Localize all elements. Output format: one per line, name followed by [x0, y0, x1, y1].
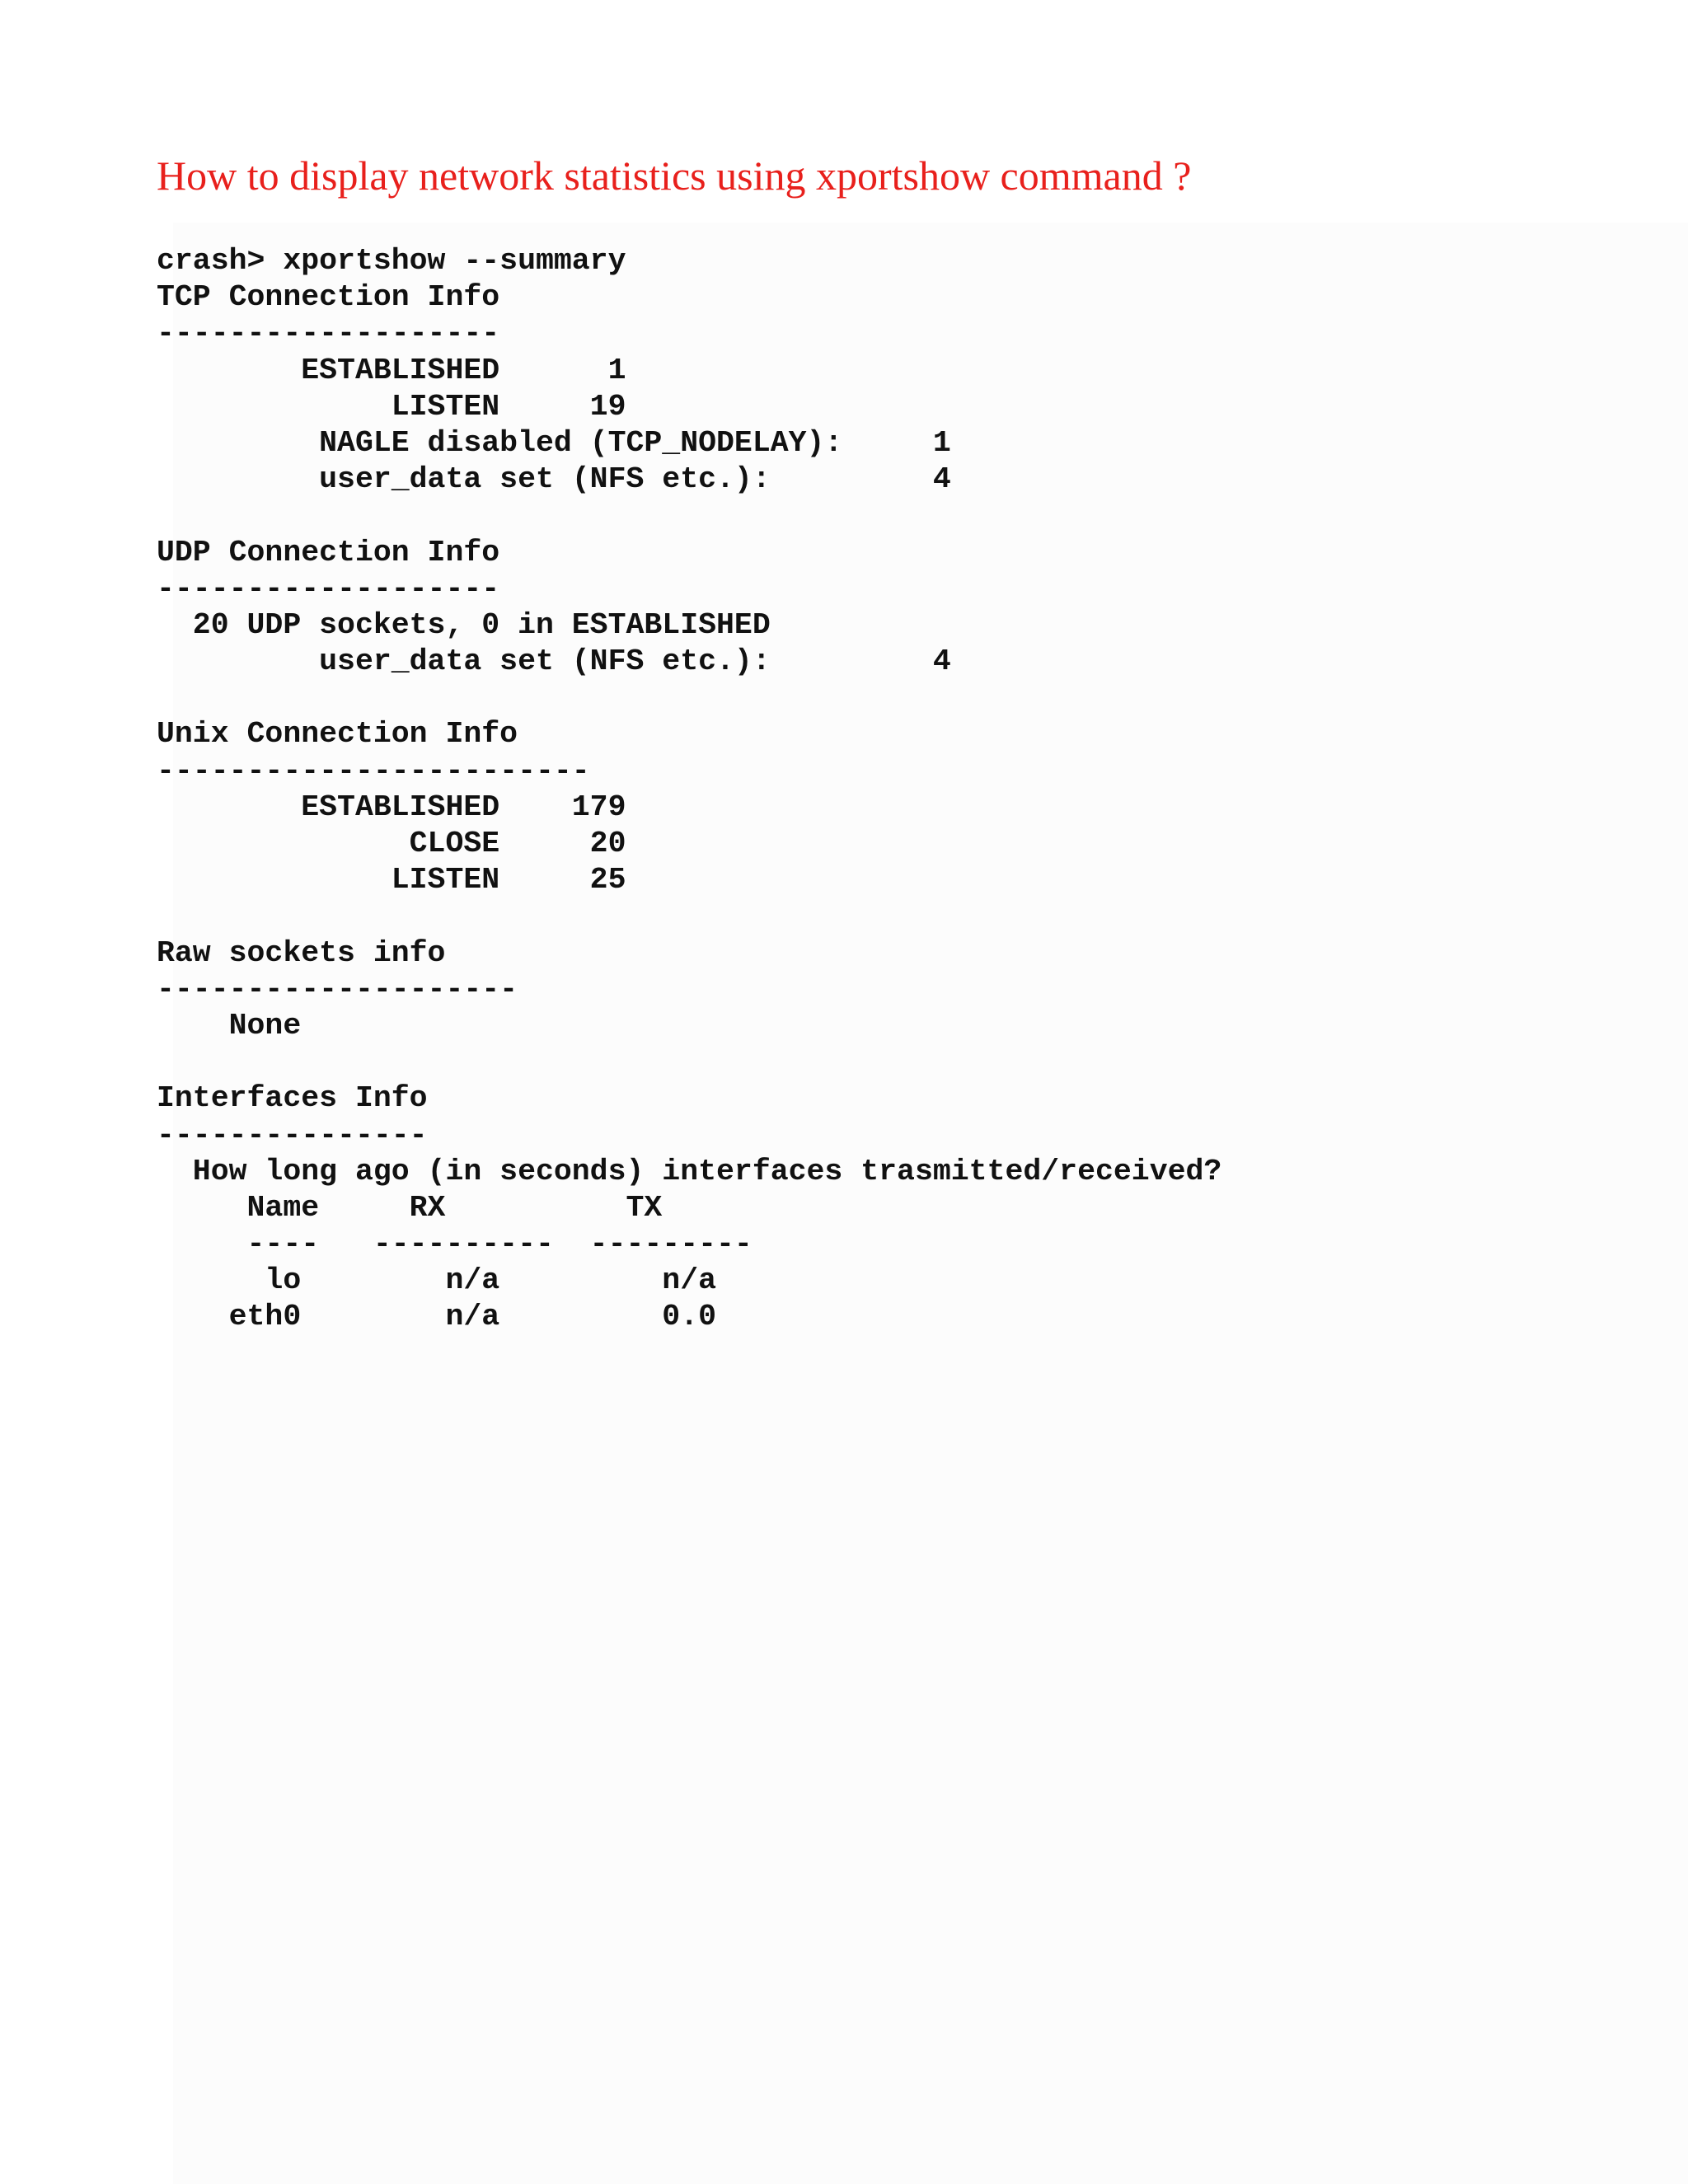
blank-line [157, 498, 1221, 534]
raw-section-rule: -------------------- [157, 972, 518, 1006]
interfaces-table-rule: ---- ---------- --------- [157, 1227, 753, 1262]
udp-section-rule: ------------------- [157, 571, 500, 606]
interfaces-table-header: Name RX TX [157, 1190, 663, 1225]
blank-line [157, 1044, 1221, 1080]
unix-listen-row: LISTEN 25 [157, 863, 626, 898]
udp-user-data-row: user_data set (NFS etc.): 4 [157, 644, 951, 679]
unix-close-row: CLOSE 20 [157, 827, 626, 860]
tcp-nagle-row: NAGLE disabled (TCP_NODELAY): 1 [157, 425, 951, 460]
tcp-section-rule: ------------------- [157, 316, 500, 351]
unix-section-heading: Unix Connection Info [157, 717, 518, 752]
unix-established-row: ESTABLISHED 179 [157, 790, 626, 824]
tcp-listen-row: LISTEN 19 [157, 389, 626, 424]
interface-row-lo: lo n/a n/a [157, 1263, 717, 1298]
page-title: How to display network statistics using xportshow command ? [157, 152, 1192, 199]
udp-section-heading: UDP Connection Info [157, 535, 500, 569]
blank-line [157, 898, 1221, 935]
terminal-output [157, 243, 1221, 1336]
tcp-established-row: ESTABLISHED 1 [157, 353, 626, 387]
raw-none-row: None [157, 1008, 302, 1043]
interfaces-section-heading: Interfaces Info [157, 1081, 428, 1116]
interfaces-question: How long ago (in seconds) interfaces trasmitted/received? [157, 1154, 1222, 1188]
udp-sockets-row: 20 UDP sockets, 0 in ESTABLISHED [157, 607, 771, 642]
unix-section-rule: ------------------------ [157, 753, 590, 788]
tcp-section-heading: TCP Connection Info [157, 280, 500, 315]
interfaces-section-rule: --------------- [157, 1118, 428, 1152]
command-line: crash> xportshow --summary [157, 244, 626, 278]
tcp-user-data-row: user_data set (NFS etc.): 4 [157, 462, 951, 497]
raw-section-heading: Raw sockets info [157, 935, 446, 970]
interface-row-eth0: eth0 n/a 0.0 [157, 1300, 717, 1334]
blank-line [157, 680, 1221, 716]
